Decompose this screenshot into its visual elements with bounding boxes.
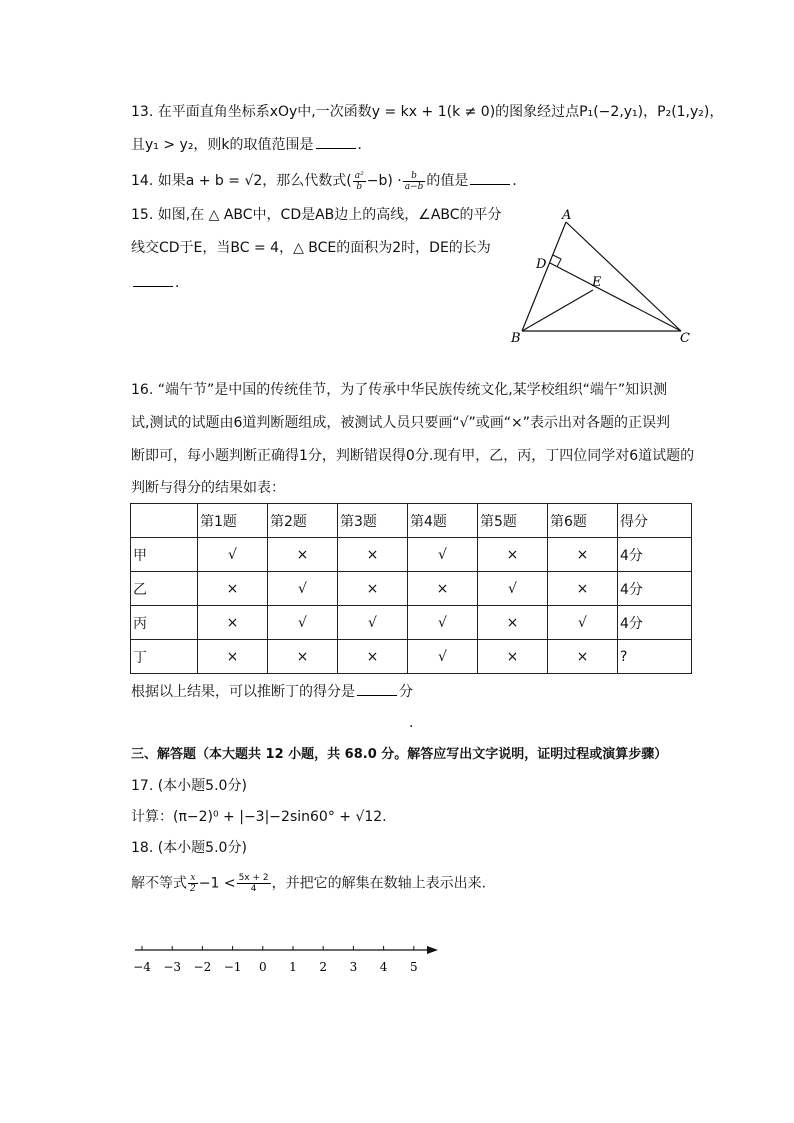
q18-frac1-den: 2 — [190, 884, 196, 894]
q15-line2: 线交CD于E，当BC = 4，△ BCE的面积为2时，DE的长为 — [131, 240, 491, 256]
table-cell: × — [548, 538, 618, 572]
q18-body — [131, 873, 486, 894]
q18-header: 18. (本小题5.0分) — [131, 840, 247, 856]
table-cell-score: ? — [618, 640, 692, 674]
table-cell: × — [338, 572, 408, 606]
table-cell: × — [548, 640, 618, 674]
table-cell: × — [478, 606, 548, 640]
number-line-tick-label: 4 — [379, 960, 388, 974]
table-cell: √ — [408, 606, 478, 640]
section-3-title: 三、解答题（本大题共 12 小题，共 68.0 分。解答应写出文字说明，证明过程或演算步骤） — [131, 747, 668, 762]
table-header-cell: 第3题 — [338, 504, 408, 538]
label-d: D — [536, 257, 547, 272]
table-cell: × — [478, 538, 548, 572]
table-cell: √ — [268, 572, 338, 606]
table-header-cell: 得分 — [618, 504, 692, 538]
number-line — [125, 935, 455, 980]
table-header-cell: 第5题 — [478, 504, 548, 538]
number-line-tick-label: 5 — [409, 960, 418, 974]
table-cell: √ — [338, 606, 408, 640]
q18-fraction-2 — [237, 873, 271, 894]
q14-frac2-den: a−b — [404, 181, 424, 192]
table-cell: × — [478, 640, 548, 674]
q13-line2-end: ． — [357, 137, 372, 153]
table-cell: × — [338, 538, 408, 572]
q18-prefix: 解不等式 — [131, 875, 187, 892]
q14-line — [131, 170, 526, 192]
table-cell: × — [268, 640, 338, 674]
q13-line2 — [131, 134, 372, 155]
number-line-tick-label: −2 — [193, 960, 212, 974]
number-line-tick-label: 3 — [349, 960, 358, 974]
table-cell-score: 4分 — [618, 606, 692, 640]
table-cell: √ — [478, 572, 548, 606]
table-cell: √ — [408, 640, 478, 674]
table-cell-score: 4分 — [618, 572, 692, 606]
q13-line2-text: 且y₁ > y₂，则k的取值范围是 — [131, 137, 314, 153]
label-e: E — [592, 275, 602, 290]
number-line-tick-label: 2 — [319, 960, 328, 974]
q14-prefix: 14. 如果a + b = √2，那么代数式( — [131, 173, 352, 189]
number-line-arrow — [427, 946, 438, 954]
q13-line1: 13. 在平面直角坐标系xOy中,一次函数y = kx + 1(k ≠ 0)的图象经过点P₁(−2,y₁)，P₂(1,y₂)， — [131, 104, 724, 120]
q18-frac2-num: 5x + 2 — [238, 873, 269, 883]
label-b: B — [511, 331, 521, 346]
q14-suffix: 的值是 — [426, 173, 469, 189]
q16-line3: 断即可，每小题判断正确得1分，判断错误得0分.现有甲，乙，丙，丁四位同学对6道试题的 — [131, 448, 695, 464]
q14-end: ． — [512, 173, 527, 189]
table-cell: × — [548, 572, 618, 606]
q15-line3-end: ． — [175, 275, 189, 291]
segment-ac — [566, 222, 681, 331]
segment-cd — [550, 263, 681, 331]
table-header-cell: 第6题 — [548, 504, 618, 538]
number-line-tick-label: 1 — [289, 960, 297, 974]
table-cell: √ — [268, 606, 338, 640]
table-cell: × — [408, 572, 478, 606]
table-row — [131, 640, 692, 674]
number-line-tick-label: −1 — [223, 960, 242, 974]
table-cell-student: 甲 — [131, 538, 198, 572]
table-cell: √ — [198, 538, 268, 572]
table-header-row — [131, 504, 692, 538]
table-header-cell: 第1题 — [198, 504, 268, 538]
q18-fraction-1 — [188, 873, 198, 894]
table-cell-student: 丙 — [131, 606, 198, 640]
q16-after-table — [131, 681, 413, 702]
table-cell: × — [198, 572, 268, 606]
q17-header: 17. (本小题5.0分) — [131, 778, 247, 794]
label-a: A — [562, 208, 572, 223]
table-cell: √ — [548, 606, 618, 640]
q14-middle: −b) · — [366, 173, 402, 189]
q16-line2: 试,测试的试题由6道判断题组成，被测试人员只要画“√”或画“×”表示出对各题的正误判 — [131, 415, 671, 431]
label-c: C — [680, 331, 690, 346]
table-header-cell: 第2题 — [268, 504, 338, 538]
table-row — [131, 606, 692, 640]
q18-suffix: ，并把它的解集在数轴上表示出来. — [271, 875, 487, 892]
table-cell: × — [198, 640, 268, 674]
q13-answer-blank[interactable] — [316, 134, 356, 149]
q16-line4: 判断与得分的结果如表： — [131, 480, 285, 496]
table-header-cell — [131, 504, 198, 538]
table-cell: × — [198, 606, 268, 640]
q16-after-unit: 分 — [399, 684, 413, 700]
segment-ab — [522, 222, 566, 331]
q17-body: 计算：(π−2)⁰ + |−3|−2sin60° + √12. — [131, 809, 387, 825]
table-row — [131, 572, 692, 606]
q14-frac1-num: a² — [354, 170, 364, 181]
q16-line1: 16. “端午节”是中国的传统佳节，为了传承中华民族传统文化,某学校组织“端午”知识测 — [131, 382, 668, 398]
q18-frac2-den: 4 — [250, 884, 257, 894]
table-row — [131, 538, 692, 572]
q18-frac1-num: x — [188, 873, 198, 884]
q15-answer-blank[interactable] — [133, 272, 173, 287]
q14-frac1-den: b — [356, 181, 363, 192]
table-cell-student: 乙 — [131, 572, 198, 606]
q16-answer-blank[interactable] — [357, 681, 397, 696]
q16-after-text: 根据以上结果，可以推断丁的得分是 — [131, 684, 355, 700]
number-line-tick-label: −3 — [163, 960, 182, 974]
table-cell-student: 丁 — [131, 640, 198, 674]
triangle-figure — [500, 200, 710, 350]
q15-line1: 15. 如图,在 △ ABC中，CD是AB边上的高线，∠ABC的平分 — [131, 207, 502, 223]
q14-answer-blank[interactable] — [470, 170, 510, 185]
results-table — [130, 503, 692, 674]
number-line-tick-label: 0 — [258, 960, 267, 974]
q18-middle: −1 < — [198, 875, 236, 892]
segment-be — [522, 290, 593, 331]
q16-dot: . — [409, 715, 414, 731]
q14-fraction-2 — [403, 171, 426, 192]
table-cell: × — [338, 640, 408, 674]
q14-frac2-num: b — [403, 171, 426, 182]
table-cell: √ — [408, 538, 478, 572]
number-line-tick-label: −4 — [133, 960, 151, 974]
q15-line3 — [131, 272, 189, 293]
q14-fraction-1 — [353, 171, 366, 192]
table-cell: × — [268, 538, 338, 572]
table-header-cell: 第4题 — [408, 504, 478, 538]
table-cell-score: 4分 — [618, 538, 692, 572]
